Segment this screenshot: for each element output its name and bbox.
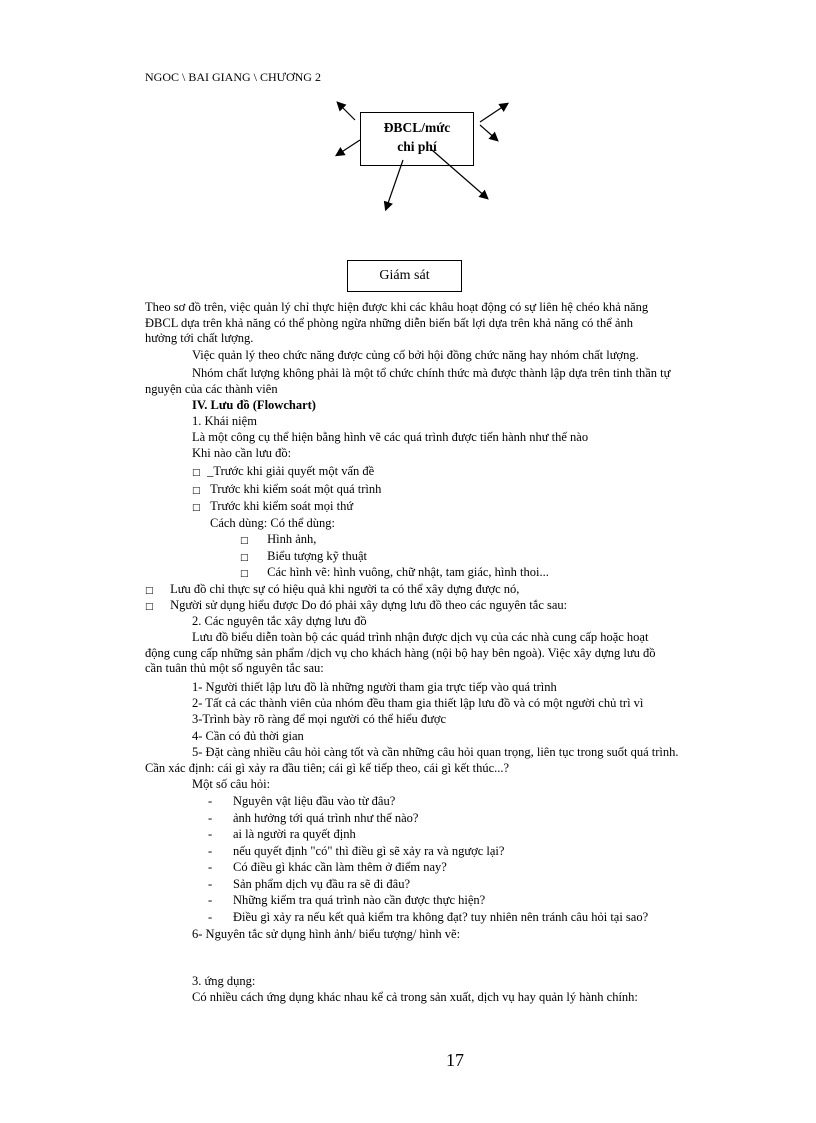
functional-management-text: Việc quản lý theo chức năng được củng cố bởi hội đồng chức năng hay nhóm chất lượng. bbox=[192, 348, 639, 362]
rule-item: 3-Trình bày rõ ràng để mọi người có thể hiểu được bbox=[192, 712, 447, 726]
how-item bbox=[240, 549, 367, 564]
monitoring-box: Giám sát bbox=[347, 260, 462, 292]
note-item bbox=[145, 582, 519, 597]
arrow-left bbox=[337, 140, 360, 155]
question-item bbox=[208, 877, 410, 892]
how-item-text: Hình ảnh, bbox=[267, 532, 317, 546]
concept-definition: Là một công cụ thể hiện bằng hình vẽ các quá trình được tiến hành như thế nào bbox=[192, 430, 589, 444]
intro-line: hưởng tới chất lượng. bbox=[145, 331, 254, 345]
bullet-icon: □ bbox=[145, 586, 154, 596]
document-header-path: NGOC \ BAI GIANG \ CHƯƠNG 2 bbox=[145, 70, 321, 84]
question-item bbox=[208, 794, 395, 809]
question-text: Nguyên vật liệu đầu vào từ đâu? bbox=[233, 794, 396, 808]
question-item bbox=[208, 811, 418, 826]
bullet-icon: □ bbox=[192, 468, 201, 478]
question-item bbox=[208, 910, 648, 925]
rule-item: 2- Tất cả các thành viên của nhóm đều tham gia thiết lập lưu đồ và có một người chủ trì vì bbox=[192, 696, 644, 710]
question-item bbox=[208, 827, 356, 842]
dash-bullet: - bbox=[208, 860, 213, 874]
dash-bullet: - bbox=[208, 876, 213, 891]
note-item-text: Người sử dụng hiểu được Do đó phải xây dựng lưu đồ theo các nguyên tắc sau: bbox=[170, 598, 568, 612]
intro-line: Theo sơ đồ trên, việc quản lý chỉ thực hiện được khi các khâu hoạt động có sự liên hệ chéo khả năng bbox=[145, 300, 649, 314]
question-text: ảnh hưởng tới quá trình như thế nào? bbox=[233, 810, 419, 825]
rule-5-line1: 5- Đặt càng nhiều câu hỏi càng tốt và cần những câu hỏi quan trọng, liên tục trong suốt quá trình. bbox=[192, 745, 679, 759]
question-text: nếu quyết định "có" thì điều gì sẽ xảy ra và ngược lại? bbox=[233, 843, 505, 858]
how-item-text: Biểu tượng kỹ thuật bbox=[267, 549, 367, 563]
bullet-icon: □ bbox=[192, 503, 201, 513]
when-item bbox=[192, 464, 374, 479]
question-text: Những kiểm tra quá trình nào cần được thực hiện? bbox=[233, 893, 486, 907]
question-item bbox=[208, 893, 485, 908]
when-needed-title: Khi nào cần lưu đồ: bbox=[192, 446, 292, 460]
dash-bullet: - bbox=[208, 794, 213, 808]
question-item bbox=[208, 860, 447, 875]
dash-bullet: - bbox=[208, 909, 213, 924]
arrow-up-right bbox=[480, 104, 507, 122]
quality-cost-line1: ĐBCL/mức bbox=[383, 120, 451, 135]
principles-paragraph bbox=[145, 630, 722, 677]
quality-group-line2: nguyện của các thành viên bbox=[145, 382, 278, 396]
how-to-use-title: Cách dùng: Có thể dùng: bbox=[210, 516, 335, 530]
dash-bullet: - bbox=[208, 827, 213, 841]
question-text: Sản phẩm dịch vụ đầu ra sẽ đi đâu? bbox=[233, 876, 411, 891]
rule-item: 4- Cần có đủ thời gian bbox=[192, 729, 304, 743]
question-item bbox=[208, 844, 504, 859]
quality-cost-line2: chi phí bbox=[397, 139, 437, 154]
when-item bbox=[192, 482, 381, 497]
dash-bullet: - bbox=[208, 810, 213, 825]
quality-cost-box bbox=[360, 112, 474, 166]
principles-line: động cung cấp những sản phẩm /dịch vụ cho khách hàng (nội bộ hay bên ngoà). Việc xây dựng lưu đồ bbox=[145, 645, 656, 660]
bullet-icon: □ bbox=[240, 569, 249, 579]
intro-line: ĐBCL dựa trên khả năng có thể phòng ngừa những diễn biến bất lợi dựa trên khả năng có thể ảnh bbox=[145, 315, 633, 330]
page-number: 17 bbox=[446, 1050, 464, 1070]
principles-line: cần tuân thủ một số nguyên tắc sau: bbox=[145, 661, 324, 675]
dash-bullet: - bbox=[208, 893, 213, 907]
when-item-text: _Trước khi giải quyết một vấn đề bbox=[207, 464, 375, 478]
question-text: Điều gì xảy ra nếu kết quả kiểm tra không đạt? tuy nhiên nên tránh câu hỏi tại sao? bbox=[233, 909, 649, 924]
how-item bbox=[240, 532, 316, 547]
questions-title: Một số câu hỏi: bbox=[192, 777, 271, 791]
bullet-icon: □ bbox=[240, 553, 249, 563]
rule-6: 6- Nguyên tắc sử dụng hình ảnh/ biểu tượng/ hình vẽ: bbox=[192, 927, 461, 941]
when-item bbox=[192, 499, 353, 514]
note-item bbox=[145, 598, 567, 613]
arrow-right bbox=[480, 125, 497, 140]
rule-item: 1- Người thiết lập lưu đồ là những người tham gia trực tiếp vào quá trình bbox=[192, 680, 557, 694]
section-title-flowchart: IV. Lưu đồ (Flowchart) bbox=[192, 398, 316, 412]
application-text: Có nhiều cách ứng dụng khác nhau kể cả trong sản xuất, dịch vụ hay quản lý hành chính: bbox=[192, 990, 638, 1004]
dash-bullet: - bbox=[208, 843, 213, 858]
concept-title: 1. Khái niệm bbox=[192, 414, 257, 428]
principles-title: 2. Các nguyên tắc xây dựng lưu đồ bbox=[192, 614, 367, 628]
note-item-text: Lưu đồ chỉ thực sự có hiệu quả khi người ta có thể xây dựng được nó, bbox=[170, 582, 520, 596]
application-title: 3. ứng dụng: bbox=[192, 974, 256, 988]
principles-line: Lưu đồ biểu diễn toàn bộ các quád trình nhận được dịch vụ của các nhà cung cấp hoặc hoạt bbox=[192, 630, 649, 644]
arrow-up-left bbox=[338, 103, 355, 120]
bullet-icon: □ bbox=[240, 536, 249, 546]
how-item bbox=[240, 565, 549, 580]
question-text: ai là người ra quyết định bbox=[233, 827, 356, 841]
when-item-text: Trước khi kiểm soát mọi thứ bbox=[210, 499, 354, 513]
rule-5-line2: Cần xác định: cái gì xảy ra đầu tiên; cái gì kế tiếp theo, cái gì kết thúc...? bbox=[145, 761, 510, 775]
bullet-icon: □ bbox=[192, 486, 201, 496]
when-item-text: Trước khi kiểm soát một quá trình bbox=[210, 482, 382, 496]
intro-paragraph bbox=[145, 300, 722, 347]
bullet-icon: □ bbox=[145, 602, 154, 612]
arrow-down bbox=[386, 160, 403, 209]
how-item-text: Các hình vẽ: hình vuông, chữ nhật, tam giác, hình thoi... bbox=[267, 565, 549, 579]
quality-group-line1: Nhóm chất lượng không phải là một tổ chức chính thức mà được thành lập dựa trên tinh thần tự bbox=[192, 366, 671, 380]
question-text: Có điều gì khác cần làm thêm ở điểm nay? bbox=[233, 860, 447, 874]
